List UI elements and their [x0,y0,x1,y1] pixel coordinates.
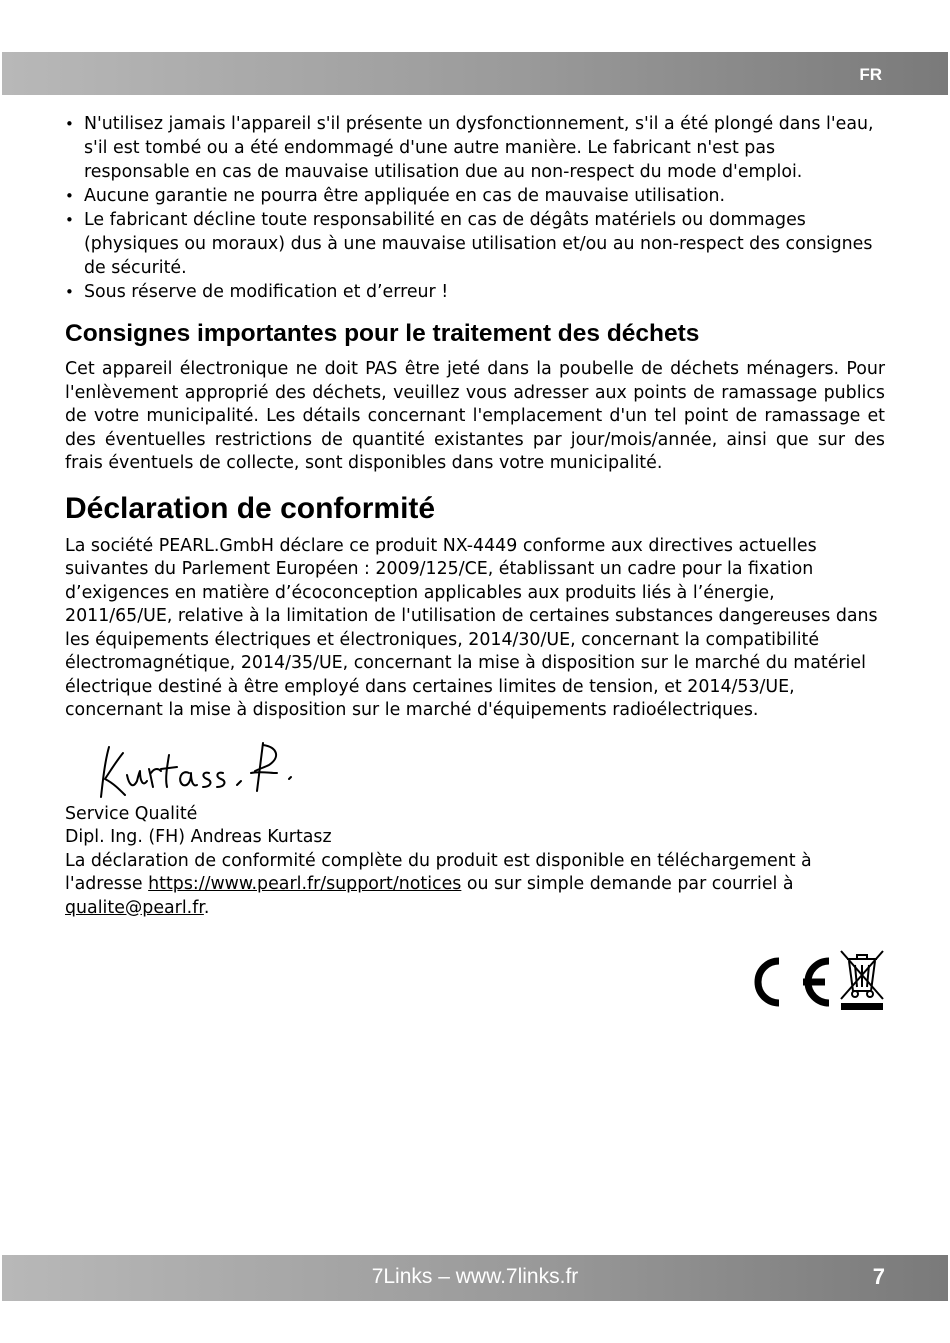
crossed-out-wheelie-bin-icon [837,947,887,1011]
safety-bullet: • Sous réserve de modification et d’erreur ! [65,280,885,304]
page-content [65,112,885,920]
download-text: ou sur simple demande par courriel à [461,874,794,894]
conformity-heading: Déclaration de conformité [65,491,436,525]
header-bar [2,52,948,95]
signature [91,739,885,803]
safety-bullet: • Le fabricant décline toute responsabilité en cas de dégâts matériels ou dommages (physiques ou moraux) dus à une mauvaise utilisation et/ou au non-respect des consignes de sécurité. [65,208,885,280]
download-text: . [203,897,210,918]
conformity-paragraph: La société PEARL.GmbH déclare ce produit NX-4449 conforme aux directives actuelles suivantes du Parlement Européen : 2009/125/CE, établissant un cadre pour la fixation d’exigences en matière d’écoconception applicables aux produits liés à l’énergie, 2011/65/UE, relative à la limitation de l'utilisation de certaines substances dangereuses dans les équipements électriques et électroniques, 2014/30/UE, concernant la compatibilité électromagnétique, 2014/35/UE, concernant la mise à disposition sur le marché du matériel électrique destiné à être employé dans certaines limites de tension, et 2014/53/UE, concernant la mise à disposition sur le marché d'équipements radioélectriques. [65,535,878,720]
safety-bullet: • N'utilisez jamais l'appareil s'il présente un dysfonctionnement, s'il a été plongé dans l'eau, s'il est tombé ou a été endommagé d'une autre manière. Le fabricant n'est pas responsable en cas de mauvaise utilisation due au non-respect du mode d'emploi. [65,112,885,184]
handwritten-signature [91,739,331,803]
footer-bar [2,1255,948,1301]
footer-brand: 7Links – www.7links.fr [371,1265,579,1288]
signer-department: Service Qualité [65,803,198,824]
safety-bullet: • Aucune garantie ne pourra être appliquée en cas de mauvaise utilisation. [65,184,885,208]
email-link[interactable]: qualite@pearl.fr [65,897,204,918]
signer-block [65,803,885,921]
download-notice [65,850,885,921]
language-label: FR [859,65,882,84]
notices-link[interactable]: https://www.pearl.fr/support/notices [148,874,462,894]
certification-marks [745,947,885,1011]
waste-heading: Consignes importantes pour le traitement des déchets [65,320,700,347]
signer-name: Dipl. Ing. (FH) Andreas Kurtasz [65,827,332,847]
waste-paragraph: Cet appareil électronique ne doit PAS être jeté dans la poubelle de déchets ménagers. Pour l'enlèvement approprié des déchets, veuillez vous adresser aux points de ramassage publics de votre municipalité. Les détails concernant l'emplacement d'un tel point de ramassage et des éventuelles restrictions de quantité existantes par jour/mois/année, ainsi que sur des frais éventuels de collecte, sont disponibles dans votre municipalité. [65,359,885,473]
page-number: 7 [872,1264,885,1289]
safety-bullet-list [65,112,885,304]
download-text: La déclaration de conformité complète du produit est disponible en téléchargement à l'adresse [65,850,812,894]
